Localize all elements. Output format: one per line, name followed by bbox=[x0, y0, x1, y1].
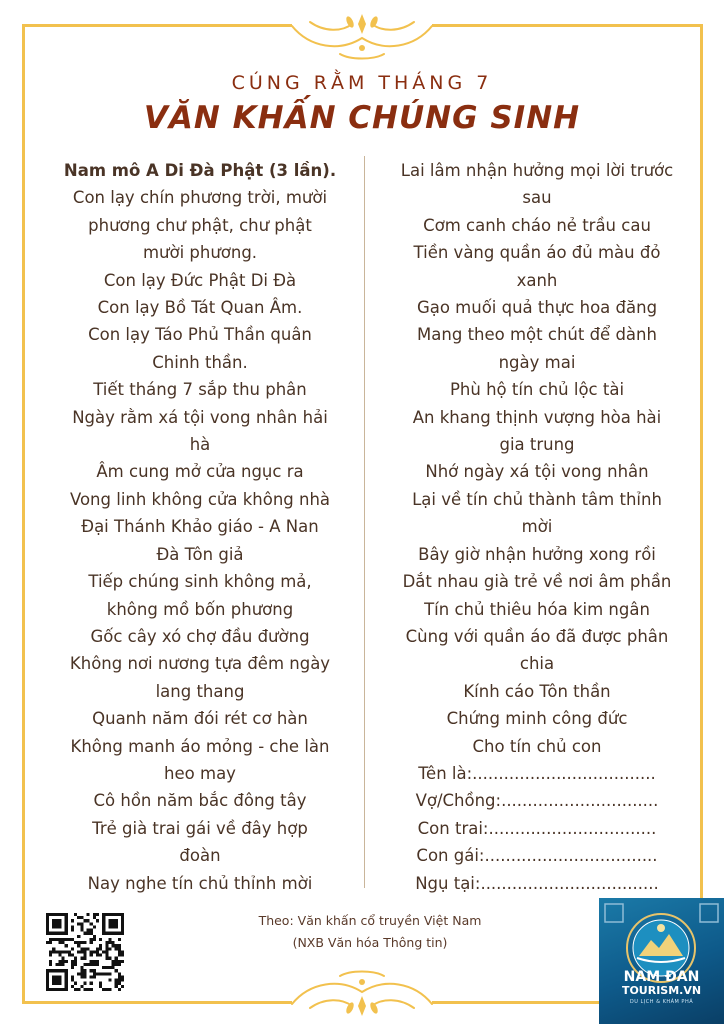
nam-dan-tourism-logo bbox=[599, 898, 724, 1024]
source-line-1: Theo: Văn khấn cổ truyền Việt Nam bbox=[258, 913, 482, 928]
verse-line: Nam mô A Di Đà Phật (3 lần). bbox=[63, 161, 337, 180]
verse-line: Con lạy chín phương trời, mười bbox=[72, 188, 328, 208]
verse-line: Vợ/Chồng:.............................. bbox=[415, 791, 659, 811]
verse-line: Đại Thánh Khảo giáo - A Nan bbox=[81, 517, 319, 537]
verse-line: xanh bbox=[516, 270, 558, 290]
verse-line: Mang theo một chút để dành bbox=[417, 325, 657, 345]
verse-line: Cô hồn năm bắc đông tây bbox=[93, 791, 307, 811]
left-verse-column bbox=[40, 157, 360, 897]
verse-line: Nay nghe tín chủ thỉnh mời bbox=[87, 873, 313, 893]
verse-line: ngày mai bbox=[498, 352, 576, 372]
verse-line: Trẻ già trai gái về đây hợp bbox=[92, 818, 308, 838]
verse-line: đoàn bbox=[179, 846, 221, 866]
verse-line: phương chư phật, chư phật bbox=[88, 215, 312, 235]
verse-line: Phù hộ tín chủ lộc tài bbox=[449, 380, 625, 400]
verse-line: Không nơi nương tựa đêm ngày bbox=[69, 654, 331, 674]
right-verse-column bbox=[372, 157, 702, 897]
verse-line: Dắt nhau già trẻ về nơi âm phần bbox=[402, 572, 672, 592]
logo-name: NAM ĐAN bbox=[623, 969, 700, 985]
verse-line: Cho tín chủ con bbox=[472, 736, 602, 756]
verse-line: hà bbox=[189, 435, 211, 455]
verse-line: Cùng với quần áo đã được phân bbox=[405, 626, 669, 646]
page-subtitle: CÚNG RẰM THÁNG 7 bbox=[231, 72, 493, 94]
verse-line: Gạo muối quả thực hoa đăng bbox=[416, 298, 658, 318]
verse-line: Nhớ ngày xá tội vong nhân bbox=[425, 462, 649, 482]
verse-line: Tín chủ thiêu hóa kim ngân bbox=[424, 599, 650, 619]
verse-line: An khang thịnh vượng hòa hài bbox=[412, 407, 662, 427]
verse-line: Lại về tín chủ thành tâm thỉnh bbox=[412, 489, 662, 509]
verse-line: Đà Tôn giả bbox=[156, 544, 244, 564]
verse-line: Âm cung mở cửa ngục ra bbox=[96, 462, 304, 482]
verse-line: Kính cáo Tôn thần bbox=[463, 681, 611, 701]
verse-line: gia trung bbox=[499, 435, 575, 455]
verse-line: Con lạy Bồ Tát Quan Âm. bbox=[97, 298, 303, 318]
verse-line: Lai lâm nhận hưởng mọi lời trước bbox=[400, 161, 674, 180]
verse-line: Bây giờ nhận hưởng xong rồi bbox=[418, 544, 656, 564]
frame-bottom-left-border bbox=[22, 1001, 292, 1004]
verse-line: Tiền vàng quần áo đủ màu đỏ bbox=[413, 243, 661, 263]
column-divider bbox=[364, 156, 365, 888]
bottom-ornament-icon bbox=[280, 962, 444, 1022]
logo-domain: TOURISM.VN bbox=[621, 984, 702, 997]
verse-line: Tiếp chúng sinh không mả, bbox=[88, 572, 312, 592]
verse-line: Quanh năm đói rét cơ hàn bbox=[92, 709, 308, 729]
frame-top-right-border bbox=[432, 24, 703, 27]
verse-line: Con gái:................................. bbox=[416, 846, 658, 866]
verse-line: không mồ bốn phương bbox=[106, 599, 294, 619]
page-title: VĂN KHẤN CHÚNG SINH bbox=[143, 100, 581, 136]
verse-line: chia bbox=[519, 654, 555, 674]
verse-line: mười phương. bbox=[142, 243, 258, 263]
verse-line: Chinh thần. bbox=[152, 352, 248, 372]
frame-left-border bbox=[22, 24, 25, 1004]
logo-tagline: DU LỊCH & KHÁM PHÁ bbox=[629, 999, 694, 1005]
verse-line: Ngày rằm xá tội vong nhân hải bbox=[72, 407, 328, 427]
qr-code-icon bbox=[46, 913, 124, 991]
verse-line: Chứng minh công đức bbox=[446, 709, 628, 729]
verse-line: Tên là:................................... bbox=[418, 763, 656, 783]
logo-emblem-icon bbox=[599, 898, 724, 1024]
verse-line: Tiết tháng 7 sắp thu phân bbox=[93, 380, 307, 400]
verse-line: Con trai:................................ bbox=[417, 818, 657, 838]
verse-line: Ngụ tại:.................................. bbox=[415, 873, 659, 893]
verse-line: Gốc cây xó chợ đầu đường bbox=[90, 626, 310, 646]
source-citation bbox=[200, 910, 540, 954]
verse-line: lang thang bbox=[155, 681, 245, 701]
verse-line: Con lạy Táo Phủ Thần quân bbox=[88, 325, 312, 345]
verse-line: sau bbox=[522, 188, 552, 208]
verse-line: mời bbox=[521, 517, 553, 537]
verse-line: Vong linh không cửa không nhà bbox=[69, 489, 331, 509]
verse-line: Không manh áo mỏng - che làn bbox=[70, 736, 330, 756]
source-line-2: (NXB Văn hóa Thông tin) bbox=[292, 935, 448, 950]
verse-line: Cơm canh cháo nẻ trầu cau bbox=[423, 215, 651, 235]
verse-line: Con lạy Đức Phật Di Đà bbox=[103, 270, 297, 290]
verse-line: heo may bbox=[164, 763, 236, 783]
top-ornament-icon bbox=[280, 8, 444, 68]
frame-top-left-border bbox=[22, 24, 292, 27]
